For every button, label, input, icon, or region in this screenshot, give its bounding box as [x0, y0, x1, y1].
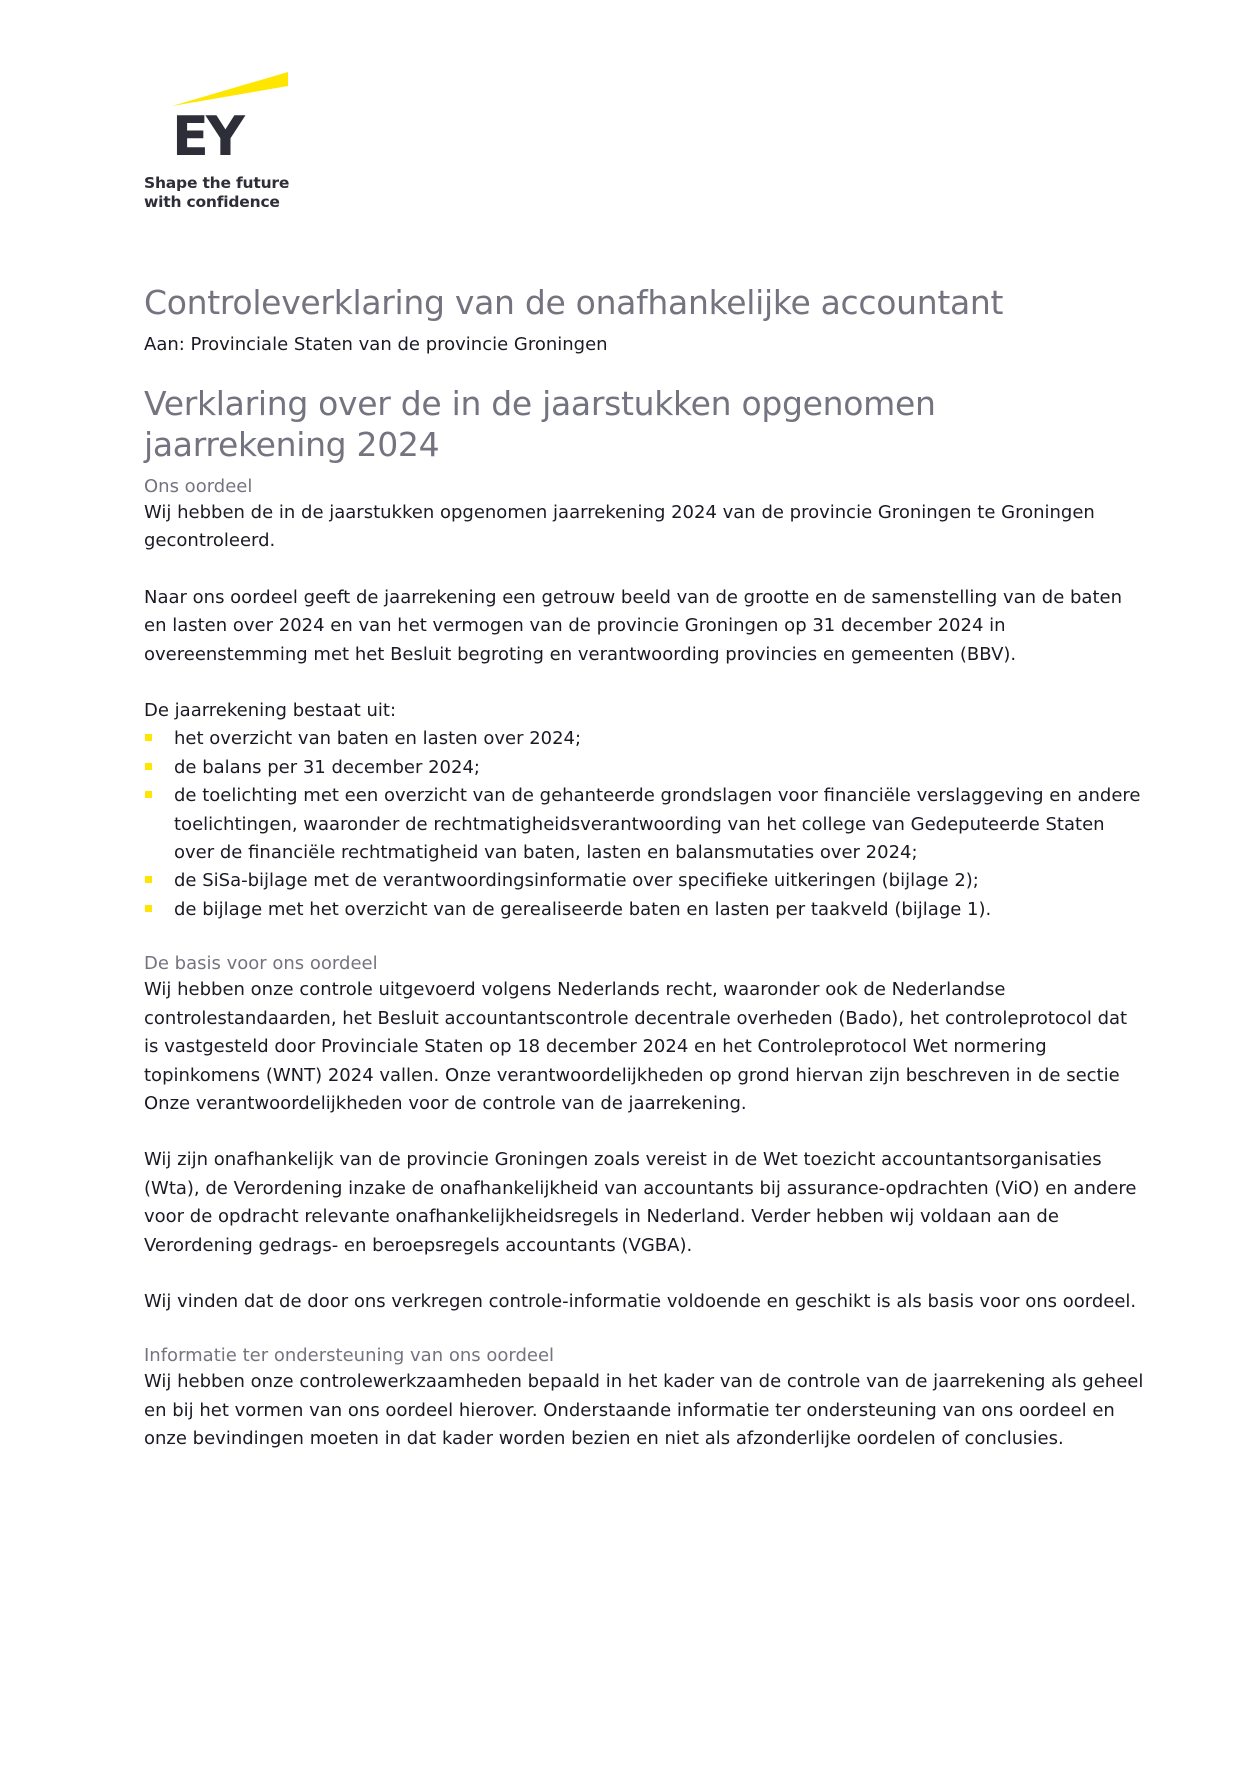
- tagline-line-1: Shape the future: [144, 174, 290, 192]
- bullet-icon: [145, 763, 152, 770]
- basis-paragraph-3: Wij vinden dat de door ons verkregen controle-informatie voldoende en geschikt is als basis voor ons oordeel.: [144, 1290, 1137, 1312]
- bullet-icon: [145, 734, 152, 741]
- heading-basis-voor-oordeel: De basis voor ons oordeel: [144, 953, 378, 975]
- bullet-icon: [145, 905, 152, 912]
- document-body: [144, 283, 1144, 1454]
- logo-tagline: [144, 174, 289, 212]
- bullet-icon: [145, 791, 152, 798]
- list-item: [144, 754, 1144, 782]
- oordeel-paragraph-1: Wij hebben de in de jaarstukken opgenomen jaarrekening 2024 van de provincie Groningen te Groningen gecontroleerd.: [144, 502, 1095, 552]
- bullet-icon: [145, 876, 152, 883]
- list-item: [144, 782, 1144, 867]
- list-item-text: de SiSa-bijlage met de verantwoordingsinformatie over specifieke uitkeringen (bijlage 2);: [174, 870, 979, 892]
- list-intro: De jaarrekening bestaat uit:: [144, 700, 397, 722]
- heading-informatie-ter-ondersteuning: Informatie ter ondersteuning van ons oordeel: [144, 1345, 555, 1367]
- ey-yellow-beam-icon: [172, 72, 288, 106]
- document-title: Controleverklaring van de onafhankelijke accountant: [144, 283, 1004, 322]
- ey-logo-text: EY: [172, 105, 242, 168]
- list-item-text: de toelichting met een overzicht van de gehanteerde grondslagen voor financiële verslaggeving en andere toelichtingen, waaronder de rechtmatigheidsverantwoording van het college van Gedeputeerde Staten over de financiële rechtmatigheid van baten, lasten en balansmutaties over 2024;: [174, 785, 1141, 864]
- basis-paragraph-1: Wij hebben onze controle uitgevoerd volgens Nederlands recht, waaronder ook de Nederlandse controlestandaarden, het Besluit accountantscontrole decentrale overheden (Bado), het controleprotocol dat is vastgesteld door Provinciale Staten op 18 december 2024 en het Controleprotocol Wet normering topinkomens (WNT) 2024 vallen. Onze verantwoordelijkheden op grond hiervan zijn beschreven in de sectie Onze verantwoordelijkheden voor de controle van de jaarrekening.: [144, 979, 1128, 1114]
- list-item-text: de balans per 31 december 2024;: [174, 756, 480, 778]
- section-title: Verklaring over de in de jaarstukken opgenomen jaarrekening 2024: [144, 384, 936, 464]
- oordeel-paragraph-2: Naar ons oordeel geeft de jaarrekening een getrouw beeld van de grootte en de samenstelling van de baten en lasten over 2024 en van het vermogen van de provincie Groningen op 31 december 2024 in overeenstemming met het Besluit begroting en verantwoording provincies en gemeenten (BBV).: [144, 586, 1122, 665]
- basis-paragraph-2: Wij zijn onafhankelijk van de provincie Groningen zoals vereist in de Wet toezicht accountantsorganisaties (Wta), de Verordening inzake de onafhankelijkheid van accountants bij assurance-opdrachten (ViO) en andere voor de opdracht relevante onafhankelijkheidsregels in Nederland. Verder hebben wij voldaan aan de Verordening gedrags- en beroepsregels accountants (VGBA).: [144, 1149, 1137, 1256]
- list-item-text: de bijlage met het overzicht van de gerealiseerde baten en lasten per taakveld (bijlage 1).: [174, 898, 992, 920]
- informatie-paragraph-1: Wij hebben onze controlewerkzaamheden bepaald in het kader van de controle van de jaarrekening als geheel en bij het vormen van ons oordeel hierover. Onderstaande informatie ter ondersteuning van ons oordeel en onze bevindingen moeten in dat kader worden bezien en niet als afzonderlijke oordelen of conclusies.: [144, 1371, 1144, 1450]
- tagline-line-2: with confidence: [144, 193, 280, 211]
- addressee: Aan: Provinciale Staten van de provincie Groningen: [144, 334, 608, 355]
- list-item: [144, 896, 1144, 924]
- list-item: [144, 725, 1144, 753]
- list-item-text: het overzicht van baten en lasten over 2024;: [174, 728, 582, 750]
- list-item: [144, 867, 1144, 895]
- ey-logo: [144, 72, 304, 222]
- heading-ons-oordeel: Ons oordeel: [144, 476, 253, 497]
- jaarrekening-components-list: [144, 725, 1144, 924]
